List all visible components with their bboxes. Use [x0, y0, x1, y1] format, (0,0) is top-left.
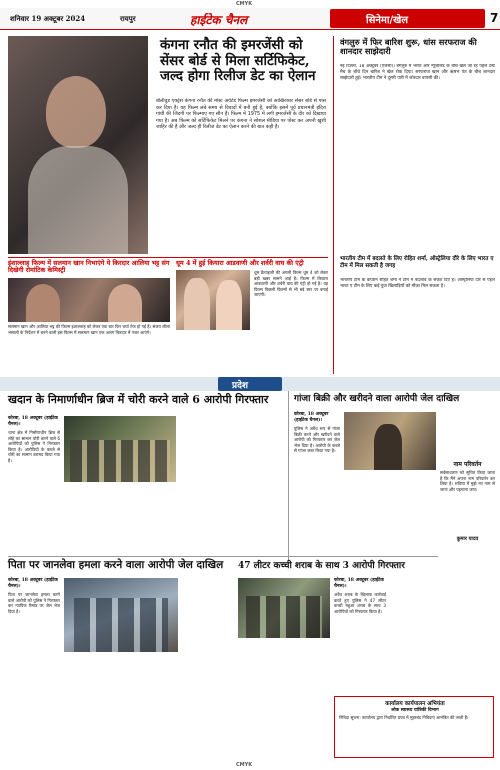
- bridge-dateline: कोरबा, 18 अक्टूबर (हाईटेक चैनल)।: [8, 416, 58, 427]
- liquor-body-col1: [334, 592, 386, 692]
- lead-rule: [8, 257, 328, 258]
- liquor-group-shape: [246, 596, 322, 638]
- lead-body: [156, 98, 326, 248]
- notice-body-text: सर्वसाधारण को सूचित किया जाता है कि मैंने अपना नाम परिवर्तन कर लिया है। भविष्य में मुझे नए नाम से जाना और पहचाना जाए।: [440, 470, 495, 492]
- father-headline: पिता पर जानलेवा हमला करने वाला आरोपी जेल दाखिल: [8, 559, 224, 571]
- tender-subtitle: लोक स्वास्थ्य यांत्रिकी विभाग: [391, 708, 439, 713]
- notice-top-text: [440, 412, 495, 458]
- ganja-accused-photo: [344, 412, 436, 470]
- dhoom-body-bottom: [176, 332, 328, 372]
- bridge-body-text: थाना क्षेत्र में निर्माणाधीन ब्रिज से लोहे का सामान चोरी करने वाले 6 आरोपियों को पुलिस ने गिरफ्तार किया है। आरोपियों के कब्जे से चोरी का सामान बरामद किया गया है।: [8, 430, 60, 463]
- cmyk-marker-top: CMYK: [236, 1, 253, 7]
- column-divider: [333, 36, 334, 374]
- accused-figure: [374, 424, 402, 470]
- tender-body-text: निविदा सूचना: कार्यालय द्वारा निर्धारित प्रपत्र में मुहरबंद निविदाएं आमंत्रित की जाती हैं।: [339, 715, 469, 720]
- liquor-dateline: कोरबा, 18 अक्टूबर (हाईटेक चैनल)।: [334, 578, 384, 589]
- ganja-body-text: पुलिस ने अवैध रूप से गांजा बिक्री करने और खरीदने वाले आरोपी को गिरफ्तार कर जेल भेज दिया है। आरोपी के कब्जे से गांजा जब्त किया गया है।: [294, 426, 340, 454]
- rohit-subheadline: भारतीय टीम में बदलते के लिए रोहित शर्मा, ऑस्ट्रेलिया दौरे के लिए भारत ए टीम में मिल सकती है जगह: [340, 256, 494, 269]
- header-date: शनिवार 19 अक्टूबर 2024: [10, 14, 86, 23]
- pradesh-label: प्रदेश: [232, 381, 249, 391]
- lead-photo-kangana: [8, 36, 148, 254]
- actress-photo-left: [184, 278, 210, 330]
- dhoom-body-text: धूम फ्रेंचाइजी की अगली फिल्म धूम 4 को लेकर बड़ी खबर सामने आई है। फिल्म में कियारा आडवाणी और शर्वरी वाघ की एंट्री हो गई है। यह फिल्म पिछली फिल्मों से भी बड़े स्तर पर बनाई जाएगी।: [254, 270, 328, 298]
- bridge-body-col4: [232, 416, 284, 550]
- liquor-accused-photo: [238, 578, 330, 638]
- masthead-logo: हाईटेक चैनल: [190, 13, 248, 27]
- portrait-body-shape: [28, 146, 128, 254]
- bridge-headline: खदान के निमार्णाधीन ब्रिज में चोरी करने वाले 6 आरोपी गिरफ्तार: [8, 393, 269, 406]
- page-number: 7: [490, 11, 499, 25]
- header-city: रायपुर: [120, 14, 136, 23]
- cmyk-marker-bottom: CMYK: [236, 762, 253, 768]
- bridge-accused-photo: [64, 416, 176, 482]
- pradesh-divider: [288, 391, 289, 561]
- ganja-body-col1: [294, 426, 340, 550]
- portrait-face-shape: [46, 76, 106, 148]
- father-dateline: कोरबा, 18 अक्टूबर (हाईटेक चैनल)।: [8, 578, 58, 589]
- salman-headline: इंशाल्लाह फिल्म में सलमान खान निभाएंगे ये किरदार आलिया भट्ट संग दिखेगी रोमांटिक केमिस्ट्री: [8, 259, 170, 275]
- liquor-body-col2: [238, 642, 330, 762]
- accused-group-shape: [70, 440, 170, 482]
- liquor-body-col3: [390, 592, 438, 692]
- salman-alia-photo: [8, 278, 170, 322]
- cricket-body: [340, 64, 495, 254]
- ganja-body-col2: [344, 474, 436, 550]
- father-body-col1: [8, 592, 60, 762]
- tender-title: कार्यालय कार्यपालन अभियंता: [385, 701, 445, 707]
- father-body-col2: [64, 656, 178, 762]
- liquor-headline: 47 लीटर कच्ची शराब के साथ 3 आरोपी गिरफ्तार: [238, 561, 405, 571]
- section-title: सिनेमा/खेल: [366, 15, 409, 26]
- ganja-dateline: कोरबा, 18 अक्टूबर (हाईटेक चैनल)।: [294, 412, 329, 423]
- ganja-headline: गांजा बिक्री और खरीदने वाला आरोपी जेल दाखिल: [294, 394, 460, 404]
- actress-photo-right: [216, 280, 242, 330]
- salman-body: [8, 324, 170, 372]
- police-group-shape: [74, 598, 168, 652]
- dhoom-headline: धूम 4 में हुई कियारा आडवाणी और शर्वरी वाघ की एंट्री: [176, 259, 304, 267]
- actor-photo-right: [108, 284, 142, 322]
- tender-notice: [334, 696, 494, 758]
- notice-body: [440, 470, 495, 530]
- name-change-notice: [440, 412, 495, 554]
- pradesh-label-box: [218, 377, 282, 391]
- bridge-body-col1: [8, 430, 60, 550]
- actor-photo-left: [26, 284, 60, 322]
- lead-body-text: बॉलीवुड एक्ट्रेस कंगना रनौत की मोस्ट अवेटेड फिल्म इमरजेंसी को आखिरकार सेंसर बोर्ड से पास कर दिया है। यह फिल्म लंबे समय से विवादों में बनी हुई है, क्योंकि इसमें पूर्व प्रधानमंत्री इंदिरा गांधी की जिंदगी पर फिल्माए गए सीन हैं। फिल्म में 1975 में लगी इमरजेंसी के दौर को दिखाया गया है। अब फिल्म को सर्टिफिकेट मिलने पर कंगना ने सोशल मीडिया पर पोस्ट कर अपनी खुशी जाहिर की है और जल्द ही रिलीज डेट का ऐलान करने की बात कही है।: [156, 98, 326, 131]
- section-tab: [330, 9, 485, 28]
- dhoom-body-side: [254, 270, 328, 330]
- page-header: [0, 8, 500, 30]
- father-body-col3: [182, 578, 232, 762]
- dhoom-photo: [176, 270, 250, 330]
- rohit-body-text: भारतीय टीम के कप्तान रोहित शर्मा ने टीम में बदलाव के संकेत दिए हैं। ऑस्ट्रेलिया दौरे से पहले भारत ए टीम के लिए कई युवा खिलाड़ियों को मौका मिल सकता है।: [340, 278, 495, 289]
- father-body-text: पिता पर जानलेवा हमला करने वाले आरोपी को पुलिस ने गिरफ्तार कर न्यायिक रिमांड पर जेल भेज दिया है।: [8, 592, 60, 614]
- pradesh-band: [0, 377, 500, 391]
- notice-name: कुमार यादव: [456, 536, 479, 542]
- salman-body-text: सलमान खान और आलिया भट्ट की फिल्म इंशाल्लाह को लेकर एक बार फिर चर्चा तेज हो गई है। संजय लीला भंसाली के निर्देशन में बनने वाली इस फिल्म में सलमान खान एक अलग किरदार में नजर आएंगे।: [8, 324, 170, 335]
- notice-title: नाम परिवर्तन: [453, 461, 482, 468]
- bridge-body-col3: [180, 416, 228, 550]
- liquor-body-text: अवैध शराब के खिलाफ कार्रवाई करते हुए पुलिस ने 47 लीटर कच्ची महुआ शराब के साथ 3 आरोपियों को गिरफ्तार किया है।: [334, 592, 386, 614]
- pradesh-row-rule: [8, 556, 438, 557]
- cricket-body-text: नई दिल्ली, 18 अक्टूबर (एजेंसी)। बेंगलुरु में भारत और न्यूजीलैंड के बीच खेले जा रहे पहले टेस्ट मैच के चौथे दिन बारिश ने खेल रोक दिया। सरफराज खान और ऋषभ पंत के बीच शानदार साझेदारी हुई। भारतीय टीम ने दूसरी पारी में जोरदार वापसी की।: [340, 64, 495, 81]
- cricket-headline: वंगलुरु में फिर बारिश शुरू, धांस सरफराज की शानदार साझेदारी: [340, 37, 477, 57]
- rohit-body: [340, 278, 495, 374]
- lead-headline: कंगना रनौत की इमरजेंसी को सेंसर बोर्ड से मिला सर्टिफिकेट, जल्द होगा रिलीज डेट का ऐलान: [160, 37, 316, 85]
- father-accused-photo: [64, 578, 178, 652]
- tender-body: [339, 715, 491, 755]
- bridge-body-col2: [64, 486, 176, 550]
